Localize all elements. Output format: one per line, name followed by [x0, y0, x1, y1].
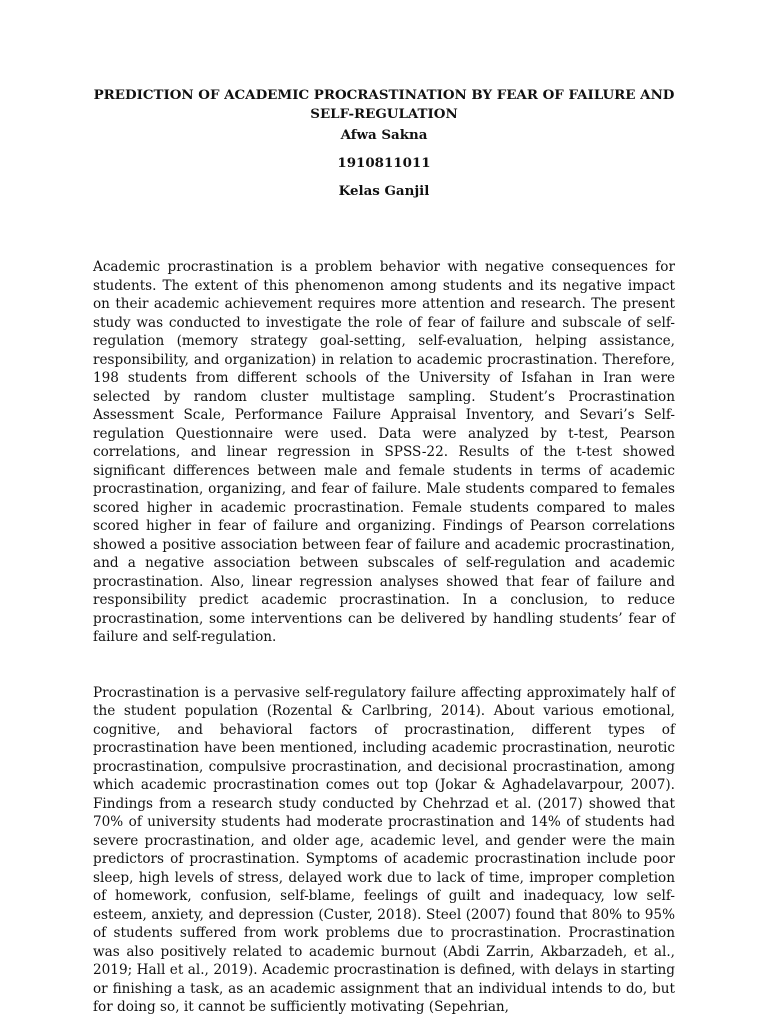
- author-name: Afwa Sakna: [340, 127, 428, 143]
- document-header: [93, 86, 675, 201]
- abstract-section: [93, 258, 675, 647]
- abstract-paragraph: Academic procrastination is a problem behavior with negative consequences for students. The extent of this phenomenon among students and its negative impact on their academic achievement requires more attention and research. The present study was conducted to investigate the role of fear of failure and subscale of self-regulation (memory strategy goal-setting, self-evaluation, helping assistance, responsibility, and organization) in relation to academic procrastination. Therefore, 198 students from different schools of the University of Isfahan in Iran were selected by random cluster multistage sampling. Student’s Procrastination Assessment Scale, Performance Failure Appraisal Inventory, and Sevari’s Self-regulation Questionnaire were used. Data were analyzed by t-test, Pearson correlations, and linear regression in SPSS-22. Results of the t-test showed significant differences between male and female students in terms of academic procrastination, organizing, and fear of failure. Male students compared to females scored higher in academic procrastination. Female students compared to males scored higher in fear of failure and organizing. Findings of Pearson correlations showed a positive association between fear of failure and academic procrastination, and a negative association between subscales of self-regulation and academic procrastination. Also, linear regression analyses showed that fear of failure and responsibility predict academic procrastination. In a conclusion, to reduce procrastination, some interventions can be delivered by handling students’ fear of failure and self-regulation.: [93, 259, 675, 645]
- class-name: Kelas Ganjil: [338, 183, 430, 199]
- student-id: 1910811011: [337, 155, 431, 171]
- introduction-section: [93, 684, 675, 1017]
- paper-title: PREDICTION OF ACADEMIC PROCRASTINATION BY FEAR OF FAILURE AND SELF-REGULATION: [93, 87, 675, 122]
- introduction-paragraph: Procrastination is a pervasive self-regulatory failure affecting approximately half of the student population (Rozental & Carlbring, 2014). About various emotional, cognitive, and behavioral factors of procrastination, different types of procrastination have been mentioned, including academic procrastination, neurotic procrastination, compulsive procrastination, and decisional procrastination, among which academic procrastination comes out top (Jokar & Aghadelavarpour, 2007). Findings from a research study conducted by Chehrzad et al. (2017) showed that 70% of university students had moderate procrastination and 14% of students had severe procrastination, and older age, academic level, and gender were the main predictors of procrastination. Symptoms of academic procrastination include poor sleep, high levels of stress, delayed work due to lack of time, improper completion of homework, confusion, self-blame, feelings of guilt and inadequacy, low self-esteem, anxiety, and depression (Custer, 2018). Steel (2007) found that 80% to 95% of students suffered from work problems due to procrastination. Procrastination was also positively related to academic burnout (Abdi Zarrin, Akbarzadeh, et al., 2019; Hall et al., 2019). Academic procrastination is defined, with delays in starting or finishing a task, as an academic assignment that an individual intends to do, but for doing so, it cannot be sufficiently motivating (Sepehrian,: [93, 684, 675, 1015]
